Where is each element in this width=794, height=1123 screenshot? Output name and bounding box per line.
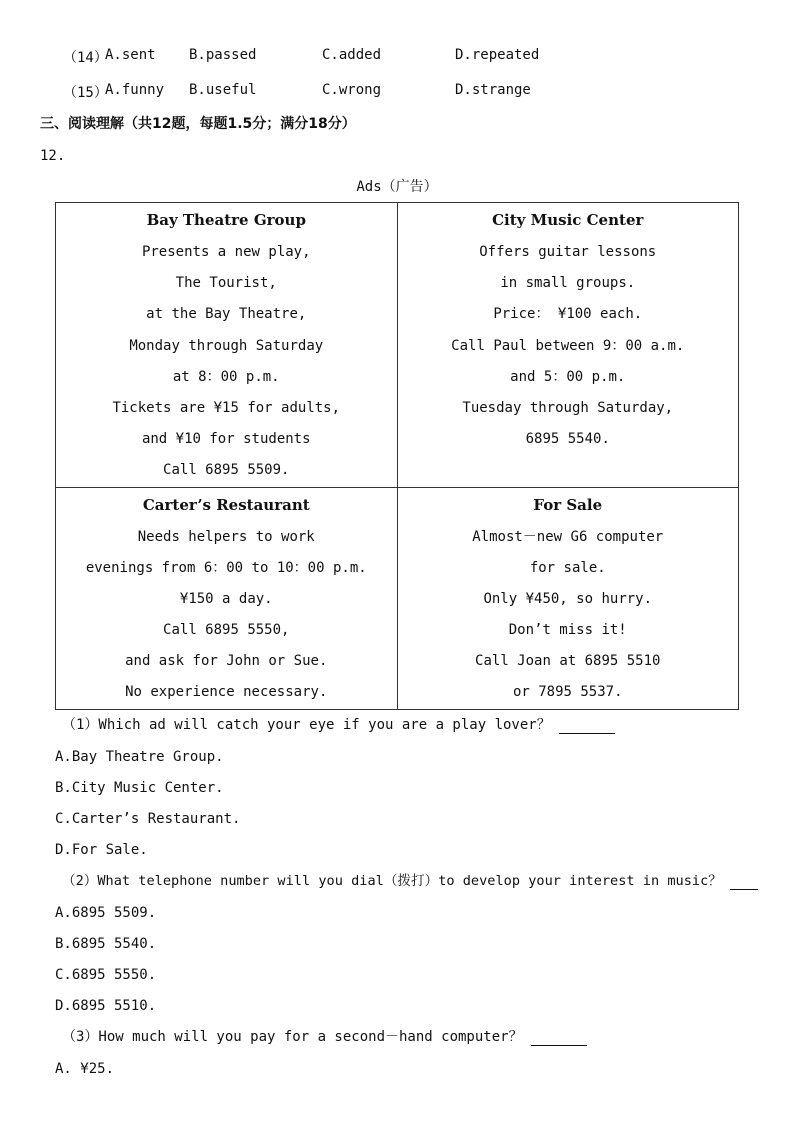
choice: A.6895 5509. xyxy=(55,905,157,921)
answer-blank[interactable] xyxy=(730,875,758,890)
option-number: （15） xyxy=(63,85,108,101)
ads-table xyxy=(55,202,739,710)
answer-blank[interactable] xyxy=(531,1031,587,1046)
ad-line: or 7895 5537. xyxy=(512,684,623,701)
ad-line: and ask for John or Sue. xyxy=(125,653,328,670)
ad-for-sale xyxy=(397,487,739,709)
option-b: B.passed xyxy=(189,47,257,63)
ad-line: No experience necessary. xyxy=(125,684,328,701)
ad-title: Bay Theatre Group xyxy=(146,211,306,229)
option-d: D.strange xyxy=(455,82,531,98)
choice: D.For Sale. xyxy=(55,842,148,858)
ads-caption: Ads（广告） xyxy=(356,179,438,195)
question-stem: （1）Which ad will catch your eye if you are a play lover？ xyxy=(62,717,551,733)
ad-line: ¥150 a day. xyxy=(179,590,273,607)
choice: B.6895 5540. xyxy=(55,936,157,952)
option-number: （14） xyxy=(63,50,108,66)
question-3 xyxy=(62,1028,587,1046)
question-number: 12. xyxy=(40,148,66,164)
ad-line: evenings from 6：00 to 10：00 p.m. xyxy=(85,559,367,576)
ad-carters-restaurant xyxy=(56,487,398,709)
option-a: A.sent xyxy=(105,47,156,63)
ad-line: at the Bay Theatre, xyxy=(146,306,307,323)
choice: A. ¥25. xyxy=(55,1061,115,1077)
option-c: C.added xyxy=(322,47,382,63)
ad-line: Price： ¥100 each. xyxy=(493,306,643,323)
ad-city-music-center xyxy=(397,203,739,488)
ad-line: for sale. xyxy=(529,559,606,576)
answer-blank[interactable] xyxy=(559,719,615,734)
ad-line: The Tourist, xyxy=(175,275,277,292)
option-c: C.wrong xyxy=(322,82,382,98)
ad-line: Monday through Saturday xyxy=(129,337,324,354)
choice: C.Carter’s Restaurant. xyxy=(55,811,241,827)
ad-line: Only ¥450, so hurry. xyxy=(483,590,653,607)
ad-bay-theatre xyxy=(56,203,398,488)
ad-line: Tuesday through Saturday, xyxy=(462,399,674,416)
ad-line: and 5：00 p.m. xyxy=(510,368,626,385)
choice: D.6895 5510. xyxy=(55,998,157,1014)
choice: B.City Music Center. xyxy=(55,780,224,796)
question-1 xyxy=(62,716,615,734)
option-d: D.repeated xyxy=(455,47,540,63)
ad-line: 6895 5540. xyxy=(525,431,610,448)
ad-line: at 8：00 p.m. xyxy=(172,368,280,385)
question-2 xyxy=(62,872,758,890)
ad-line: Offers guitar lessons xyxy=(479,244,657,260)
ad-title: For Sale xyxy=(533,495,603,514)
choice: A.Bay Theatre Group. xyxy=(55,749,224,765)
ad-line: in small groups. xyxy=(500,275,636,292)
option-a: A.funny xyxy=(105,82,165,98)
ad-title: City Music Center xyxy=(492,211,644,229)
ad-line: Call Paul between 9：00 a.m. xyxy=(451,337,685,354)
ad-line: Presents a new play, xyxy=(141,244,311,260)
ad-line: Needs helpers to work xyxy=(137,528,315,545)
ad-line: Call Joan at 6895 5510 xyxy=(475,653,661,670)
section-title: 三、阅读理解（共12题，每题1.5分；满分18分） xyxy=(40,116,356,132)
ad-line: Don’t miss it! xyxy=(508,622,627,639)
choice: C.6895 5550. xyxy=(55,967,157,983)
ad-title: Carter’s Restaurant xyxy=(142,495,310,514)
ad-line: Call 6895 5550, xyxy=(163,622,290,639)
ad-line: Tickets are ¥15 for adults, xyxy=(112,399,341,416)
ad-line: Call 6895 5509. xyxy=(163,462,290,479)
ad-line: and ¥10 for students xyxy=(141,431,311,448)
ad-line: Almost－new G6 computer xyxy=(472,528,664,545)
question-stem: （3）How much will you pay for a second－hand computer？ xyxy=(62,1029,523,1045)
option-b: B.useful xyxy=(189,82,257,98)
question-stem: （2）What telephone number will you dial（拨打）to develop your interest in music？ xyxy=(62,873,722,889)
